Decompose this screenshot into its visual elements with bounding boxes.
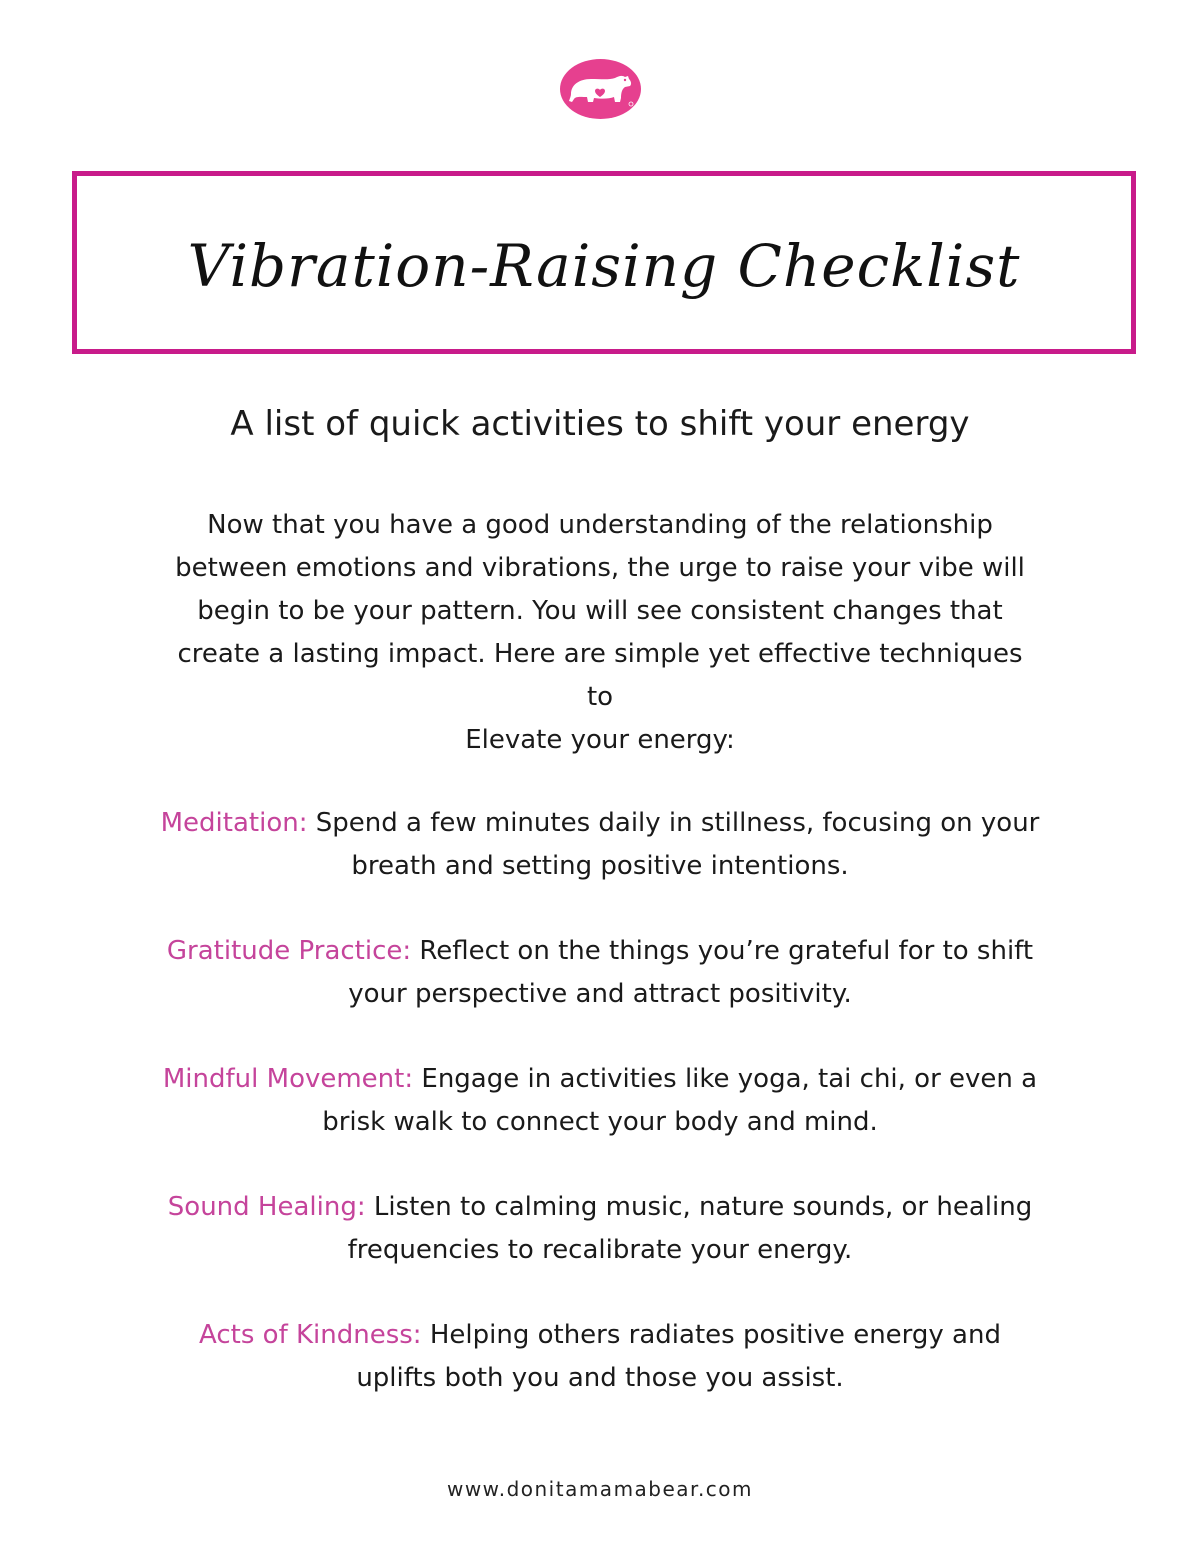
item-text: Engage in activities like yoga, tai chi, or even a: [413, 1064, 1038, 1094]
item-text: Helping others radiates positive energy and: [421, 1320, 1001, 1350]
item-text: brisk walk to connect your body and mind.: [322, 1107, 878, 1137]
item-line: [120, 1058, 1080, 1101]
intro-line: Now that you have a good understanding of the relationship: [207, 510, 993, 540]
page-subtitle: A list of quick activities to shift your energy: [230, 404, 970, 444]
list-item: [120, 1058, 1080, 1144]
bear-logo-icon: [559, 58, 642, 120]
list-item: [120, 802, 1080, 888]
checklist: [120, 802, 1080, 1442]
item-text: frequencies to recalibrate your energy.: [347, 1235, 853, 1265]
item-label: Mindful Movement:: [162, 1064, 414, 1094]
item-text: Reflect on the things you’re grateful for to shift: [411, 936, 1034, 966]
intro-line: to: [586, 682, 614, 712]
title-box: [72, 171, 1136, 354]
item-label: Sound Healing:: [167, 1192, 366, 1222]
item-line: [120, 1314, 1080, 1357]
intro-line: between emotions and vibrations, the urge to raise your vibe will: [175, 553, 1025, 583]
list-item: [120, 930, 1080, 1016]
item-text: Listen to calming music, nature sounds, or healing: [365, 1192, 1033, 1222]
item-text: uplifts both you and those you assist.: [356, 1363, 844, 1393]
list-item: [120, 1186, 1080, 1272]
intro-paragraph: [150, 504, 1050, 762]
list-item: [120, 1314, 1080, 1400]
item-line: [120, 930, 1080, 973]
item-label: Gratitude Practice:: [166, 936, 412, 966]
item-label: Meditation:: [160, 808, 308, 838]
item-line: [120, 802, 1080, 845]
footer-website: www.donitamamabear.com: [446, 1477, 754, 1501]
item-label: Acts of Kindness:: [199, 1320, 422, 1350]
intro-line: begin to be your pattern. You will see consistent changes that: [197, 596, 1003, 626]
item-text: Spend a few minutes daily in stillness, focusing on your: [307, 808, 1040, 838]
page-title: Vibration-Raising Checklist: [187, 231, 1021, 300]
item-text: breath and setting positive intentions.: [351, 851, 849, 881]
intro-line: Elevate your energy:: [465, 725, 735, 755]
intro-line: create a lasting impact. Here are simple yet effective techniques: [177, 639, 1023, 669]
item-line: [120, 1186, 1080, 1229]
item-text: your perspective and attract positivity.: [348, 979, 852, 1009]
